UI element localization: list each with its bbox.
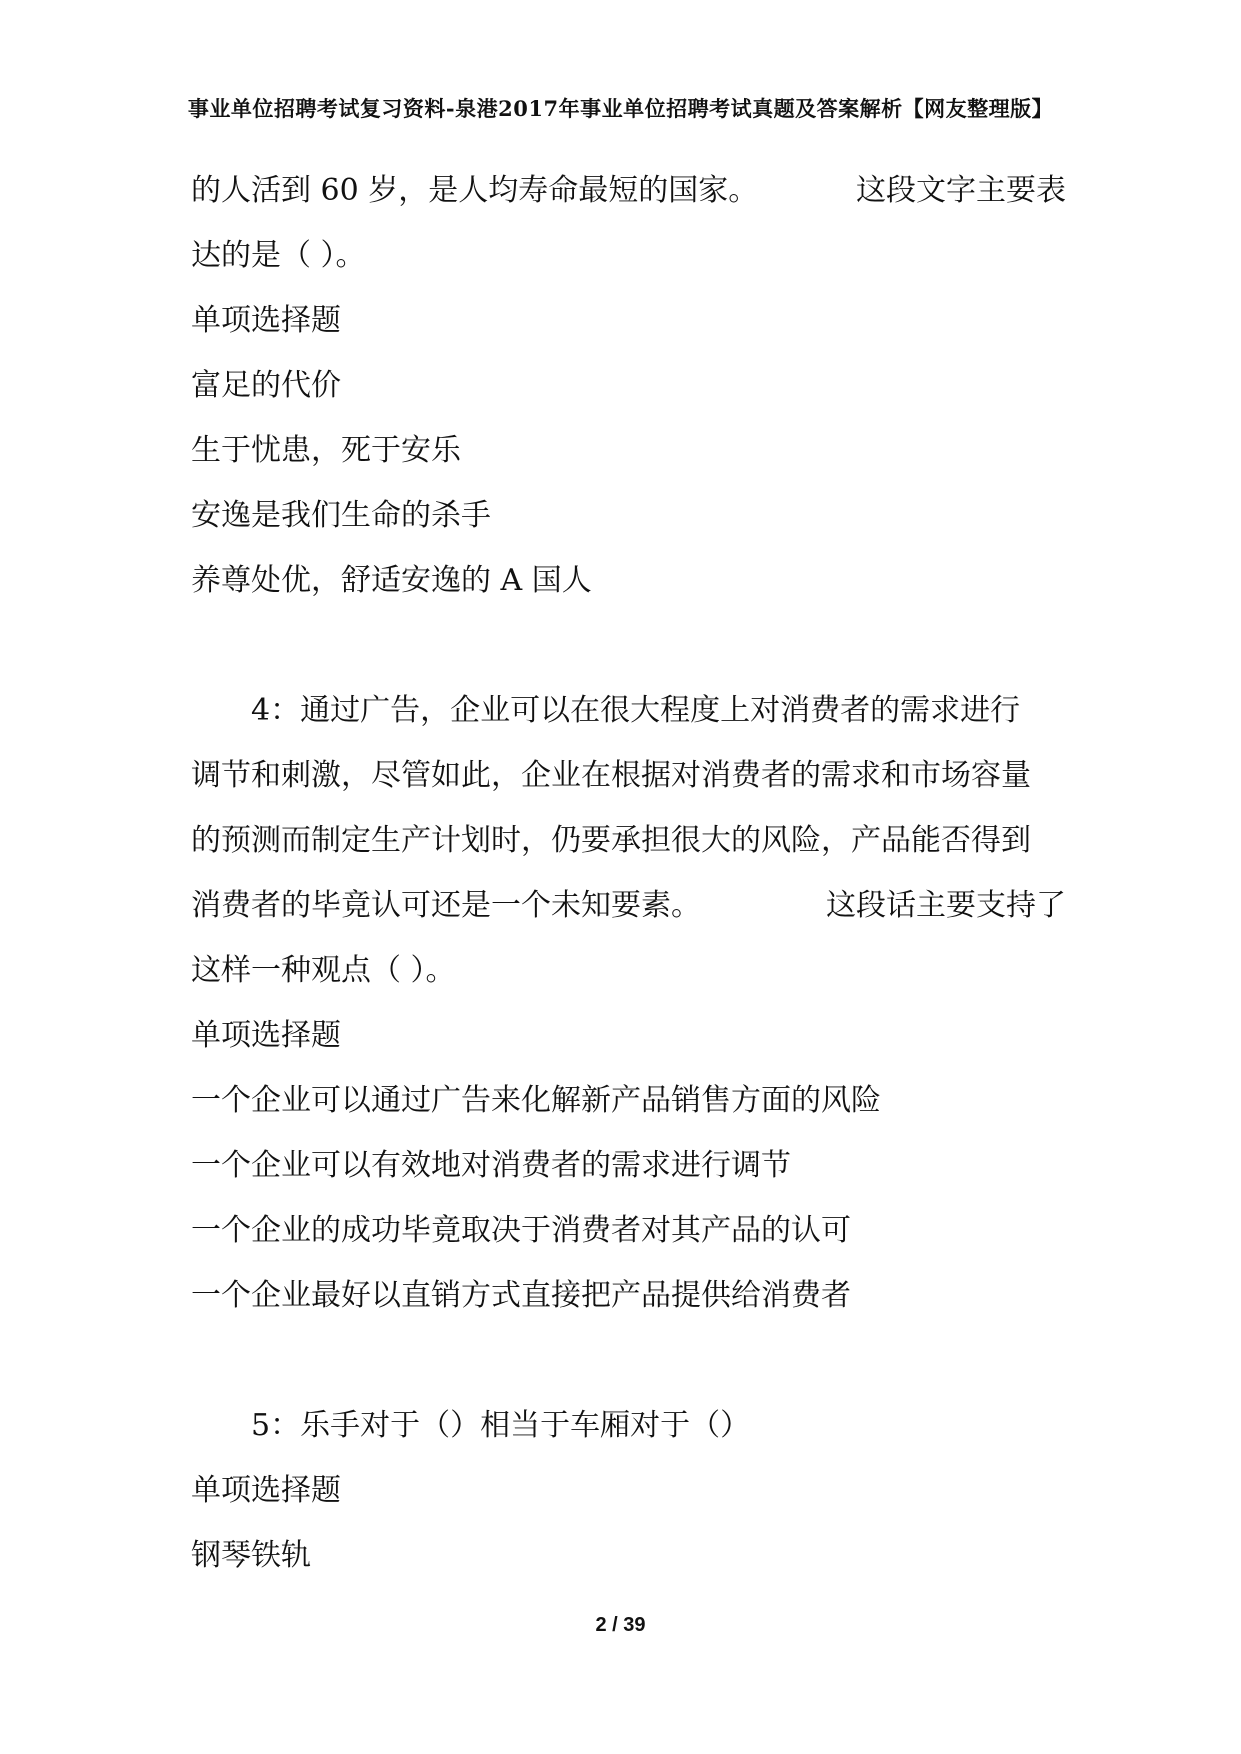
q4-stem-line-4 (191, 873, 1066, 938)
q4-stem-text: 消费者的毕竟认可还是一个未知要素。 (191, 888, 701, 923)
q4-stem-line-5: 这样一种观点（ ）。 (191, 953, 456, 988)
spacer (191, 1328, 1066, 1393)
q4-stem-line-2: 调节和刺激，尽管如此，企业在根据对消费者的需求和市场容量 (191, 758, 1031, 793)
q4-option-2: 一个企业可以有效地对消费者的需求进行调节 (191, 1148, 791, 1183)
document-header: 事业单位招聘考试复习资料-泉港2017年事业单位招聘考试真题及答案解析【网友整理版】 (187, 96, 1054, 121)
document-body (191, 158, 1066, 1588)
q4-stem-prompt: 这段话主要支持了 (826, 888, 1066, 923)
q3-option-2: 生于忧患，死于安乐 (191, 433, 461, 468)
q3-option-1: 富足的代价 (191, 368, 341, 403)
q4-stem-line-1: 4：通过广告，企业可以在很大程度上对消费者的需求进行 (251, 693, 1021, 728)
q3-option-4: 养尊处优，舒适安逸的 A 国人 (191, 563, 592, 598)
q5-question-type: 单项选择题 (191, 1473, 341, 1508)
q4-stem-line-3: 的预测而制定生产计划时，仍要承担很大的风险，产品能否得到 (191, 823, 1031, 858)
q3-stem-line-1 (191, 158, 1066, 223)
q4-option-3: 一个企业的成功毕竟取决于消费者对其产品的认可 (191, 1213, 851, 1248)
q5-option-1: 钢琴铁轨 (191, 1538, 311, 1573)
page-number: 2 / 39 (595, 1614, 646, 1636)
q3-stem-prompt: 这段文字主要表 (856, 173, 1066, 208)
q5-stem-line-1: 5：乐手对于（）相当于车厢对于（） (251, 1408, 751, 1443)
spacer (191, 613, 1066, 678)
q4-option-1: 一个企业可以通过广告来化解新产品销售方面的风险 (191, 1083, 881, 1118)
q4-option-4: 一个企业最好以直销方式直接把产品提供给消费者 (191, 1278, 851, 1313)
q3-stem-line-2: 达的是（ ）。 (191, 238, 366, 273)
q3-stem-text: 的人活到 60 岁，是人均寿命最短的国家。 (191, 173, 759, 208)
q3-option-3: 安逸是我们生命的杀手 (191, 498, 491, 533)
q3-question-type: 单项选择题 (191, 303, 341, 338)
q4-question-type: 单项选择题 (191, 1018, 341, 1053)
